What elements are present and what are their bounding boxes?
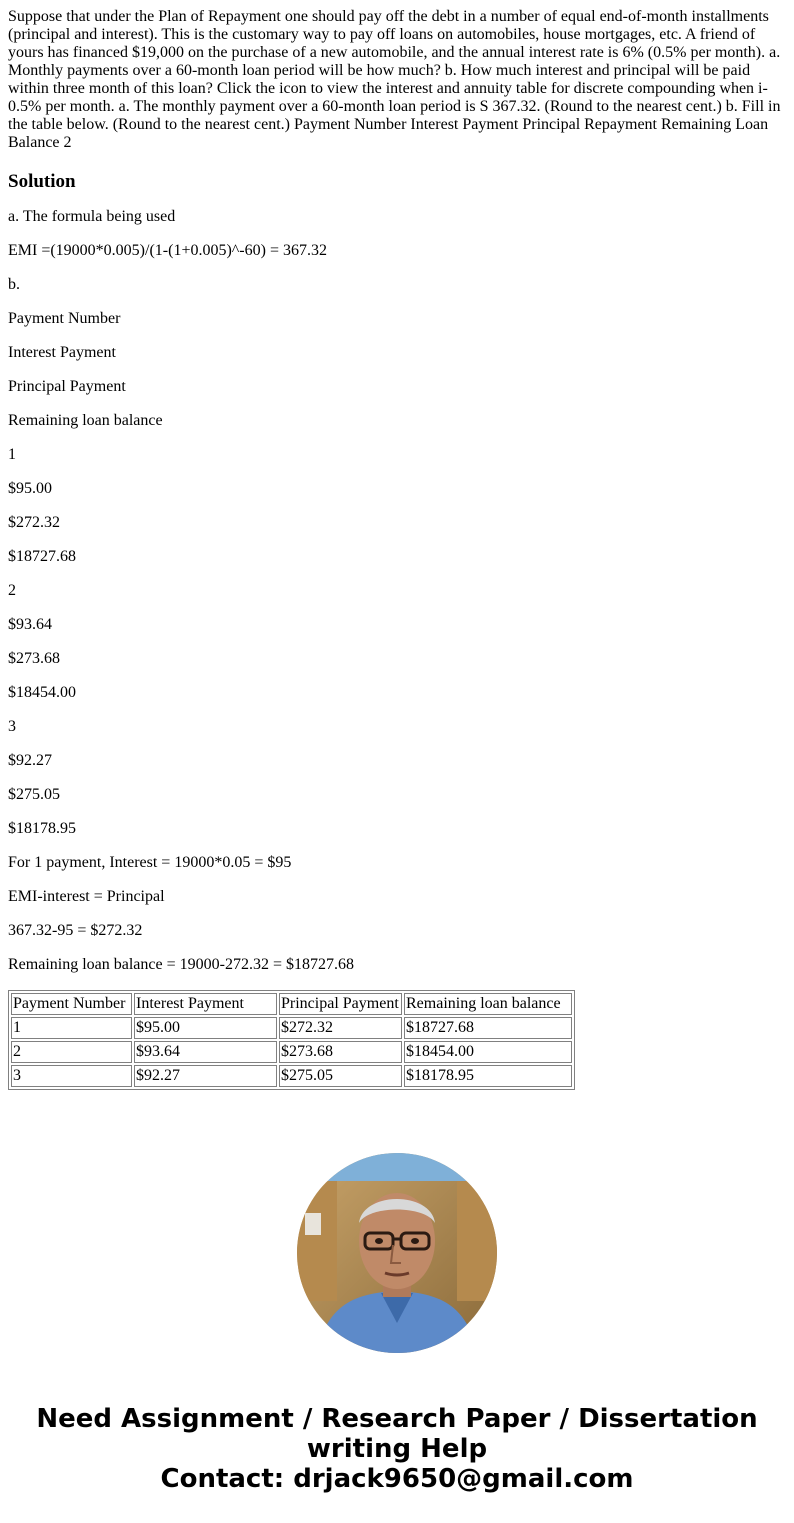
- author-photo-illustration: [297, 1153, 497, 1353]
- table-cell: 1: [11, 1017, 132, 1039]
- balance-calculation: Remaining loan balance = 19000-272.32 = $18727.68: [8, 956, 354, 973]
- formula-intro: a. The formula being used: [8, 208, 176, 225]
- repayment-table: [8, 990, 575, 1090]
- table-cell: $273.68: [279, 1041, 402, 1063]
- list-item: 3: [8, 718, 16, 735]
- list-item: Interest Payment: [8, 344, 116, 361]
- table-cell: 2: [11, 1041, 132, 1063]
- banner-line: Need Assignment / Research Paper / Dissertation: [36, 1404, 758, 1434]
- list-item: $273.68: [8, 650, 60, 667]
- banner-line: writing Help: [306, 1434, 488, 1464]
- principal-explanation: EMI-interest = Principal: [8, 888, 165, 905]
- table-cell: $92.27: [134, 1065, 277, 1087]
- list-item: Remaining loan balance: [8, 412, 163, 429]
- table-header-cell: Remaining loan balance: [404, 993, 572, 1015]
- table-cell: $18454.00: [404, 1041, 572, 1063]
- list-item: $18178.95: [8, 820, 76, 837]
- table-header-cell: Payment Number: [11, 993, 132, 1015]
- list-item: $92.27: [8, 752, 52, 769]
- table-cell: $272.32: [279, 1017, 402, 1039]
- table-header-row: [11, 993, 572, 1015]
- list-item: 2: [8, 582, 16, 599]
- contact-email: Contact: drjack9650@gmail.com: [160, 1464, 634, 1494]
- table-cell: $93.64: [134, 1041, 277, 1063]
- interest-explanation: For 1 payment, Interest = 19000*0.05 = $95: [8, 854, 292, 871]
- table-cell: 3: [11, 1065, 132, 1087]
- list-item: $95.00: [8, 480, 52, 497]
- table-header-cell: Principal Payment: [279, 993, 402, 1015]
- table-row: [11, 1065, 572, 1087]
- table-cell: $275.05: [279, 1065, 402, 1087]
- list-item: $18454.00: [8, 684, 76, 701]
- principal-calculation: 367.32-95 = $272.32: [8, 922, 143, 939]
- part-b-label: b.: [8, 276, 20, 293]
- table-cell: $18727.68: [404, 1017, 572, 1039]
- table-row: [11, 1041, 572, 1063]
- table-header-cell: Interest Payment: [134, 993, 277, 1015]
- list-item: $18727.68: [8, 548, 76, 565]
- list-item: $93.64: [8, 616, 52, 633]
- list-item: Principal Payment: [8, 378, 126, 395]
- table-cell: $18178.95: [404, 1065, 572, 1087]
- table-row: [11, 1017, 572, 1039]
- list-item: $275.05: [8, 786, 60, 803]
- list-item: Payment Number: [8, 310, 121, 327]
- emi-formula: EMI =(19000*0.005)/(1-(1+0.005)^-60) = 367.32: [8, 242, 327, 259]
- question-text: Suppose that under the Plan of Repayment one should pay off the debt in a number of equal end-of-month installments (principal and interest). This is the customary way to pay off loans on automobiles, house mortgages, etc. A friend of yours has financed $19,000 on the purchase of a new automobile, and the annual interest rate is 6% (0.5% per month). a. Monthly payments over a 60-month loan period will be how much? b. How much interest and principal will be paid within three month of this loan? Click the icon to view the interest and annuity table for discrete compounding when i-0.5% per month. a. The monthly payment over a 60-month loan period is S 367.32. (Round to the nearest cent.) b. Fill in the table below. (Round to the nearest cent.) Payment Number Interest Payment Principal Repayment Remaining Loan Balance 2: [8, 8, 781, 151]
- contact-banner: [0, 1404, 794, 1494]
- solution-heading: Solution: [8, 171, 76, 192]
- list-item: $272.32: [8, 514, 60, 531]
- author-avatar: [297, 1153, 497, 1353]
- list-item: 1: [8, 446, 16, 463]
- table-cell: $95.00: [134, 1017, 277, 1039]
